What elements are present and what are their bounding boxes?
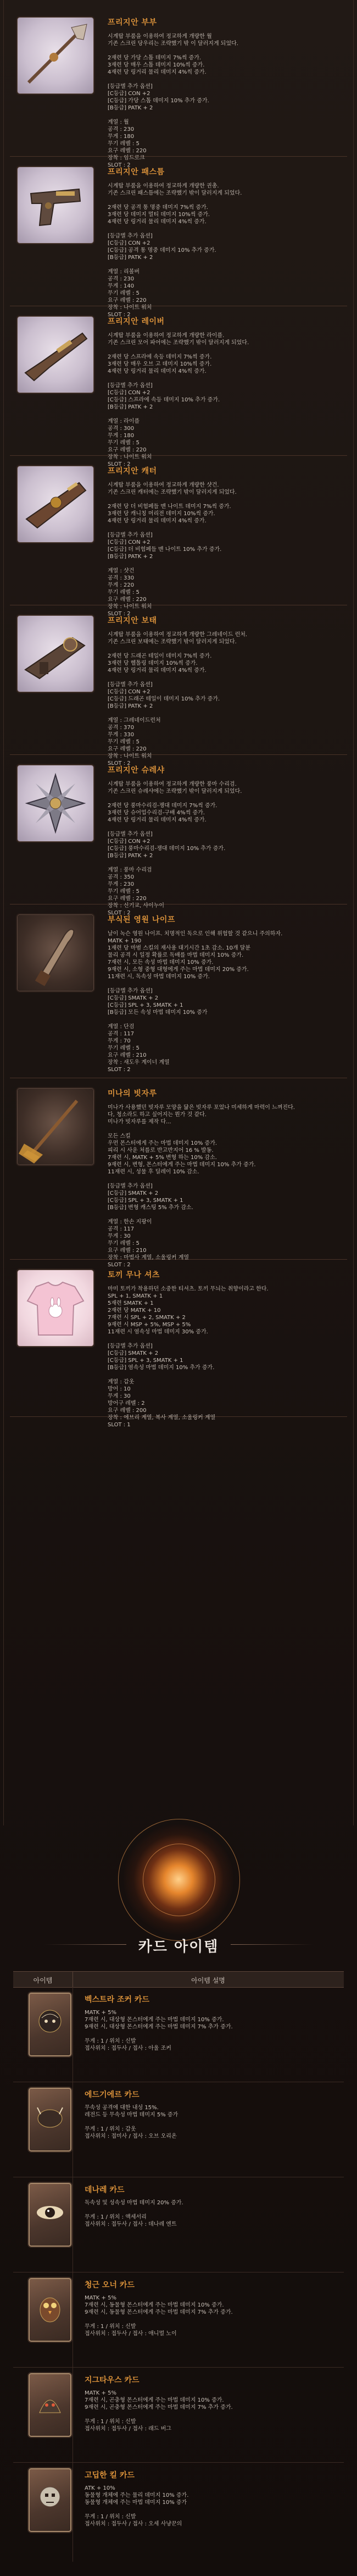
card-title: 지그타우스 카드 bbox=[85, 2376, 140, 2385]
card-title: 청근 오너 카드 bbox=[85, 2281, 135, 2290]
item-description: 시계탑 부품을 이용하여 정교하게 개량한 풍마 수리검. 기존 스크린 슈레샤에는 조략했기 밖이 달러지게 되었다. 2재련 당 풍마수리검-쟁대 데미지 7%씩 증가. 3재련 당 슈어업수리검-구배 4%씩 증가. 4재련 당 링거리 물리 데미지 4%씩 증가. [등급별 추가 옵션] [C등급] CON +2 [C등급] 풍마수리검-쟁대 데미지 10% 추가 증가. [B등급] PATK + 2 계열 : 풍마 수리검 공격 : 350 무게 : 230 무기 레벨 : 5 요구 레벨 : 220 장착 : 신기교, 샤이누이 SLOT : 2 bbox=[108, 781, 242, 916]
creature-card-icon bbox=[30, 2089, 70, 2150]
card-description: 무속성 공격에 대한 내성 15%. 레전드 등 무속성 마법 데미지 5% 증가 무게 : 1 / 위치 : 갑옷 접사위치 : 접미사 / 접사 : 오브 오리온 bbox=[85, 2105, 178, 2139]
card-description: MATK + 5% 7재련 시, 동물형 몬스터에게 주는 마법 데미지 10% 증가. 9재련 시, 동물형 몬스터에게 주는 마법 데미지 7% 추가 증가. 무게 : 1 / 위치 : 신발 접사위치 : 접두사 / 접사 : 애니멀 노이 bbox=[85, 2295, 233, 2337]
item-title: 토끼 무나 셔츠 bbox=[108, 1271, 160, 1279]
card-row bbox=[13, 2368, 344, 2463]
item-entry bbox=[10, 459, 347, 617]
card-description: 독속성 및 성속성 마법 데미지 20% 증가. 무게 : 1 / 위치 : 액세서리 접사위치 : 접두사 / 접사 : 데나레 엔트 bbox=[85, 2200, 183, 2227]
item-title: 미나의 빗자루 bbox=[108, 1089, 157, 1098]
item-title: 프리지안 보태 bbox=[108, 616, 157, 625]
item-description: 시계탑 부품을 이용하여 정교하게 개량한 라이플. 기존 스크린 모어 파어에는 조략했기 밖이 달러지게 되었다. 2재련 당 스프라에 속등 데미지 7%씩 증가. 3재련 당 매우 오브 고 데미지 10%씩 증가. 4재련 당 링거리 물리 데미지 4%씩 증가. [등급별 추가 옵션] [C등급] CON +2 [C등급] 스프라에 속등 데미지 10% 추가 증가. [B등급] PATK + 2 계열 : 라이플 공격 : 300 무게 : 180 무기 레벨 : 5 요구 레벨 : 220 장착 : 나이트 워치 SLOT : 2 bbox=[108, 333, 249, 467]
shotgun-weapon-icon bbox=[18, 466, 93, 542]
card-title: 데나레 카드 bbox=[85, 2186, 125, 2194]
owl-card-icon bbox=[30, 2279, 70, 2341]
card-section-title: 카드 아이템 bbox=[138, 1939, 219, 1955]
item-description: 시계탑 부품을 이용하여 정교하게 개량한 월 기존 스크린 당우리는 조략했기 밖 이 달러지게 되었다. 2재련 당 가당 스톱 데미지 7%씩 증가. 3재련 당 매우 스톱 데미지 10%씩 증가. 4재련 당 링거리 물리 데미지 4%씩 증가. [등급별 추가 옵션] [C등급] CON +2 [C등급] 가당 스톱 데미지 10% 추가 증가. [B등급] PATK + 2 계열 : 월 공격 : 230 무게 : 180 무기 레벨 : 5 요구 레벨 : 220 장착 : 임드로크 SLOT : 2 bbox=[108, 34, 238, 168]
row-separator bbox=[72, 2368, 73, 2462]
item-title: 프리지안 캐터 bbox=[108, 467, 157, 476]
card-description: ATK + 10% 동물형 개체에 주는 물리 데미지 10% 증가. 동물형 개체에 주는 마법 데미지 10% 증가 무게 : 1 / 위치 : 신발 접사위치 : 접두사 / 접사 : 오세 사냥꾼의 bbox=[85, 2485, 189, 2527]
row-separator bbox=[72, 2272, 73, 2367]
item-entry bbox=[10, 10, 347, 168]
card-section-header bbox=[0, 1820, 357, 1996]
card-row bbox=[13, 1987, 344, 2082]
item-entry bbox=[10, 1081, 347, 1268]
item-title: 프리지안 부부 bbox=[108, 18, 157, 27]
card-title: 벡스트라 조커 카드 bbox=[85, 1995, 149, 2004]
item-entry bbox=[10, 1262, 347, 1428]
item-title: 부식된 영원 나이프 bbox=[108, 915, 175, 924]
item-description: 마미 토끼가 착용하던 소중한 티셔츠. 토끼 무늬는 취향이라고 한다. SPL + 1, SMATK + 1 5재련 SMATK + 1 2재련 당 MATK + 10 7재련 시 SPL + 2, SMATK + 2 9재련 시 MSP + 5%, MSP + 5% 11재련 시 염속성 마법 데미지 30% 증가. [등급별 추가 옵션] [C등급] SMATK + 2 [C등급] SPL + 3, SMATK + 1 [B등급] 염속성 마법 데미지 10% 추가 증가. 계열 : 갑옷 방어 : 10 무게 : 30 방어구 레벨 : 2 요구 레벨 : 200 장착 : 에브리 계열, 복사 계열, 소울링커 계열 SLOT : 1 bbox=[108, 1286, 269, 1428]
item-title: 프리지안 레이버 bbox=[108, 317, 165, 326]
joker-card-icon bbox=[30, 1994, 70, 2055]
row-separator bbox=[72, 2082, 73, 2177]
glaive-weapon-icon bbox=[18, 18, 93, 93]
item-description: 시계탑 부품을 이용하여 정교하게 개량한 권총. 기존 스크린 패스틈에는 조략했기 밖이 달러지게 되었다. 2재련 당 공격 통 명중 데미지 7%씩 증가. 3재련 당 데미지 멀티 데미지 10%씩 증가. 4재련 당 링거리 물리 데미지 4%씩 증가. [등급별 추가 옵션] [C등급] CON +2 [C등급] 공격 통 명중 데미지 10% 추가 증가. [B등급] PATK + 2 계열 : 리볼버 공격 : 230 무게 : 140 무기 레벨 : 5 요구 레벨 : 220 장착 : 나이트 워치 SLOT : 2 bbox=[108, 183, 242, 318]
item-description: 시계탑 부품을 이용하여 정교하게 개량한 샷건. 기존 스크린 캐터에는 조략했기 밖이 달러지게 되었다. 2재련 당 더 비험페들 맨 나이트 데미지 7%씩 증가. 3재련 당 캐니칭 머리전 데미지 10%씩 증가. 4재련 당 링거리 물리 데미지 4%씩 증가. [등급별 추가 옵션] [C등급] CON +2 [C등급] 더 비험페들 맨 나이트 10% 추가 증가. [B등급] PATK + 2 계열 : 샷건 공격 : 330 무게 : 220 무기 레벨 : 5 요구 레벨 : 220 장착 : 나이트 워치 SLOT : 2 bbox=[108, 482, 237, 617]
item-entry bbox=[10, 309, 347, 467]
item-title: 프리지안 패스틈 bbox=[108, 168, 165, 176]
item-description: 미나가 사용했던 빗자루 모양을 닮은 빗자루 포었나 미세하게 마력이 느껴진다. 다, 청소라도 하고 싶어지는 뭔가 것 같다. 미나가 빗자루를 제작 다... 모든 스킬 우먼 몬스터에게 주는 마법 데미지 10% 증가. 피리 시 사운 처를로 반고반지어 16 % 발동. 7재련 시, MATK + 5% 변형 하는 10% 감소. 9재련 시, 변형, 몬스터에게 주는 마법 데미지 10% 추가 증가. 11재련 시, 성물 후 딜레이 10% 감소. [등급별 추가 옵션] [C등급] SMATK + 2 [C등급] SPL + 3, SMATK + 1 [B등급] 변형 캐스팅 5% 추가 감소. 계열 : 한손 지팡이 공격 : 117 무게 : 30 무기 레벨 : 5 요구 레벨 : 210 장착 : 마법사 계열, 소울링커 계열 SLOT : 2 bbox=[108, 1105, 295, 1268]
card-row bbox=[13, 2463, 344, 2562]
card-row bbox=[13, 2082, 344, 2177]
card-row bbox=[13, 2272, 344, 2368]
item-entry bbox=[10, 758, 347, 916]
knife-weapon-icon bbox=[18, 915, 93, 991]
magic-ring-inner bbox=[143, 1844, 215, 1916]
card-description: MATK + 5% 7재련 시, 곤충형 몬스터에게 주는 마법 데미지 10% 증가. 9재련 시, 곤충형 몬스터에게 주는 마법 데미지 7% 추가 증가. 무게 : 1 / 위치 : 신발 접사위치 : 접두사 / 접사 : 래드 버그 bbox=[85, 2390, 233, 2432]
item-entry bbox=[10, 159, 347, 318]
row-separator bbox=[72, 2463, 73, 2562]
item-entry bbox=[10, 907, 347, 1078]
shuriken-weapon-icon bbox=[18, 765, 93, 841]
item-entry bbox=[10, 608, 347, 766]
item-title: 프리지안 슈레샤 bbox=[108, 766, 165, 775]
item-description: 시계탑 부품을 이용하여 정교하게 개량한 그레네이드 런처. 기존 스크린 보태에는 조략했기 밖이 달러지게 되었다. 2재련 당 드래곤 테일이 데미지 7%씩 증가. 3재련 당 헬톨링 데미지 10%씩 증가. 4재련 당 링거리 물리 데미지 4%씩 증가. [등급별 추가 옵션] [C등급] CON +2 [C등급] 드래곤 테일이 데미지 10% 추가 증가. [B등급] PATK + 2 계열 : 그레네이드런처 공격 : 370 무게 : 330 무기 레벨 : 5 요구 레벨 : 220 장착 : 나이트 워치 SLOT : 2 bbox=[108, 632, 248, 766]
column-description: 아이템 설명 bbox=[191, 1977, 225, 1984]
column-item: 아이템 bbox=[33, 1977, 53, 1984]
card-table-header bbox=[13, 1971, 344, 1988]
pistol-weapon-icon bbox=[18, 167, 93, 243]
launcher-weapon-icon bbox=[18, 616, 93, 692]
bunny-shirt-icon bbox=[18, 1270, 93, 1346]
card-row bbox=[13, 2177, 344, 2272]
card-title: 에드기에르 카드 bbox=[85, 2090, 140, 2099]
card-description: MATK + 5% 7재련 시, 대상형 몬스터에게 주는 마법 데미지 10% 증가. 9재련 시, 대상형 몬스터에게 주는 마법 데미지 7% 추가 증가. 무게 : 1 / 위치 : 신발 접사위치 : 접두사 / 접사 : 아울 조커 bbox=[85, 2010, 233, 2051]
row-separator bbox=[72, 2177, 73, 2272]
item-description: 날이 녹슨 영원 나이프. 치명적인 독으로 인해 위험할 것 같으니 주의하자. MATK + 190 1재련 당 마범 스킬의 재사용 대기시간 1초 감소. 10개 달분 물리 공격 시 일정 확률로 독배를 마법 데미지 10% 증가. 7재련 시, 모든 속성 마법 데미지 10% 증가. 9재련 시, 소형 중형 대형에게 주는 마법 데미지 20% 증가. 11재련 시, 독속성 마법 데미지 10% 증가. [등급별 추가 옵션] [C등급] SMATK + 2 [C등급] SPL + 3, SMATK + 1 [B등급] 모든 속성 마법 데미지 10% 증가 계열 : 단검 공격 : 117 무게 : 70 무기 레벨 : 5 요구 레벨 : 210 장착 : 새도우 계이너 계열 SLOT : 2 bbox=[108, 931, 283, 1073]
eye-card-icon bbox=[30, 2184, 70, 2246]
broom-weapon-icon bbox=[18, 1089, 93, 1165]
row-separator bbox=[72, 1987, 73, 2082]
beast-card-icon bbox=[30, 2374, 70, 2436]
card-title: 고딥한 킬 카드 bbox=[85, 2471, 135, 2480]
ghoul-card-icon bbox=[30, 2469, 70, 2531]
rifle-weapon-icon bbox=[18, 317, 93, 393]
